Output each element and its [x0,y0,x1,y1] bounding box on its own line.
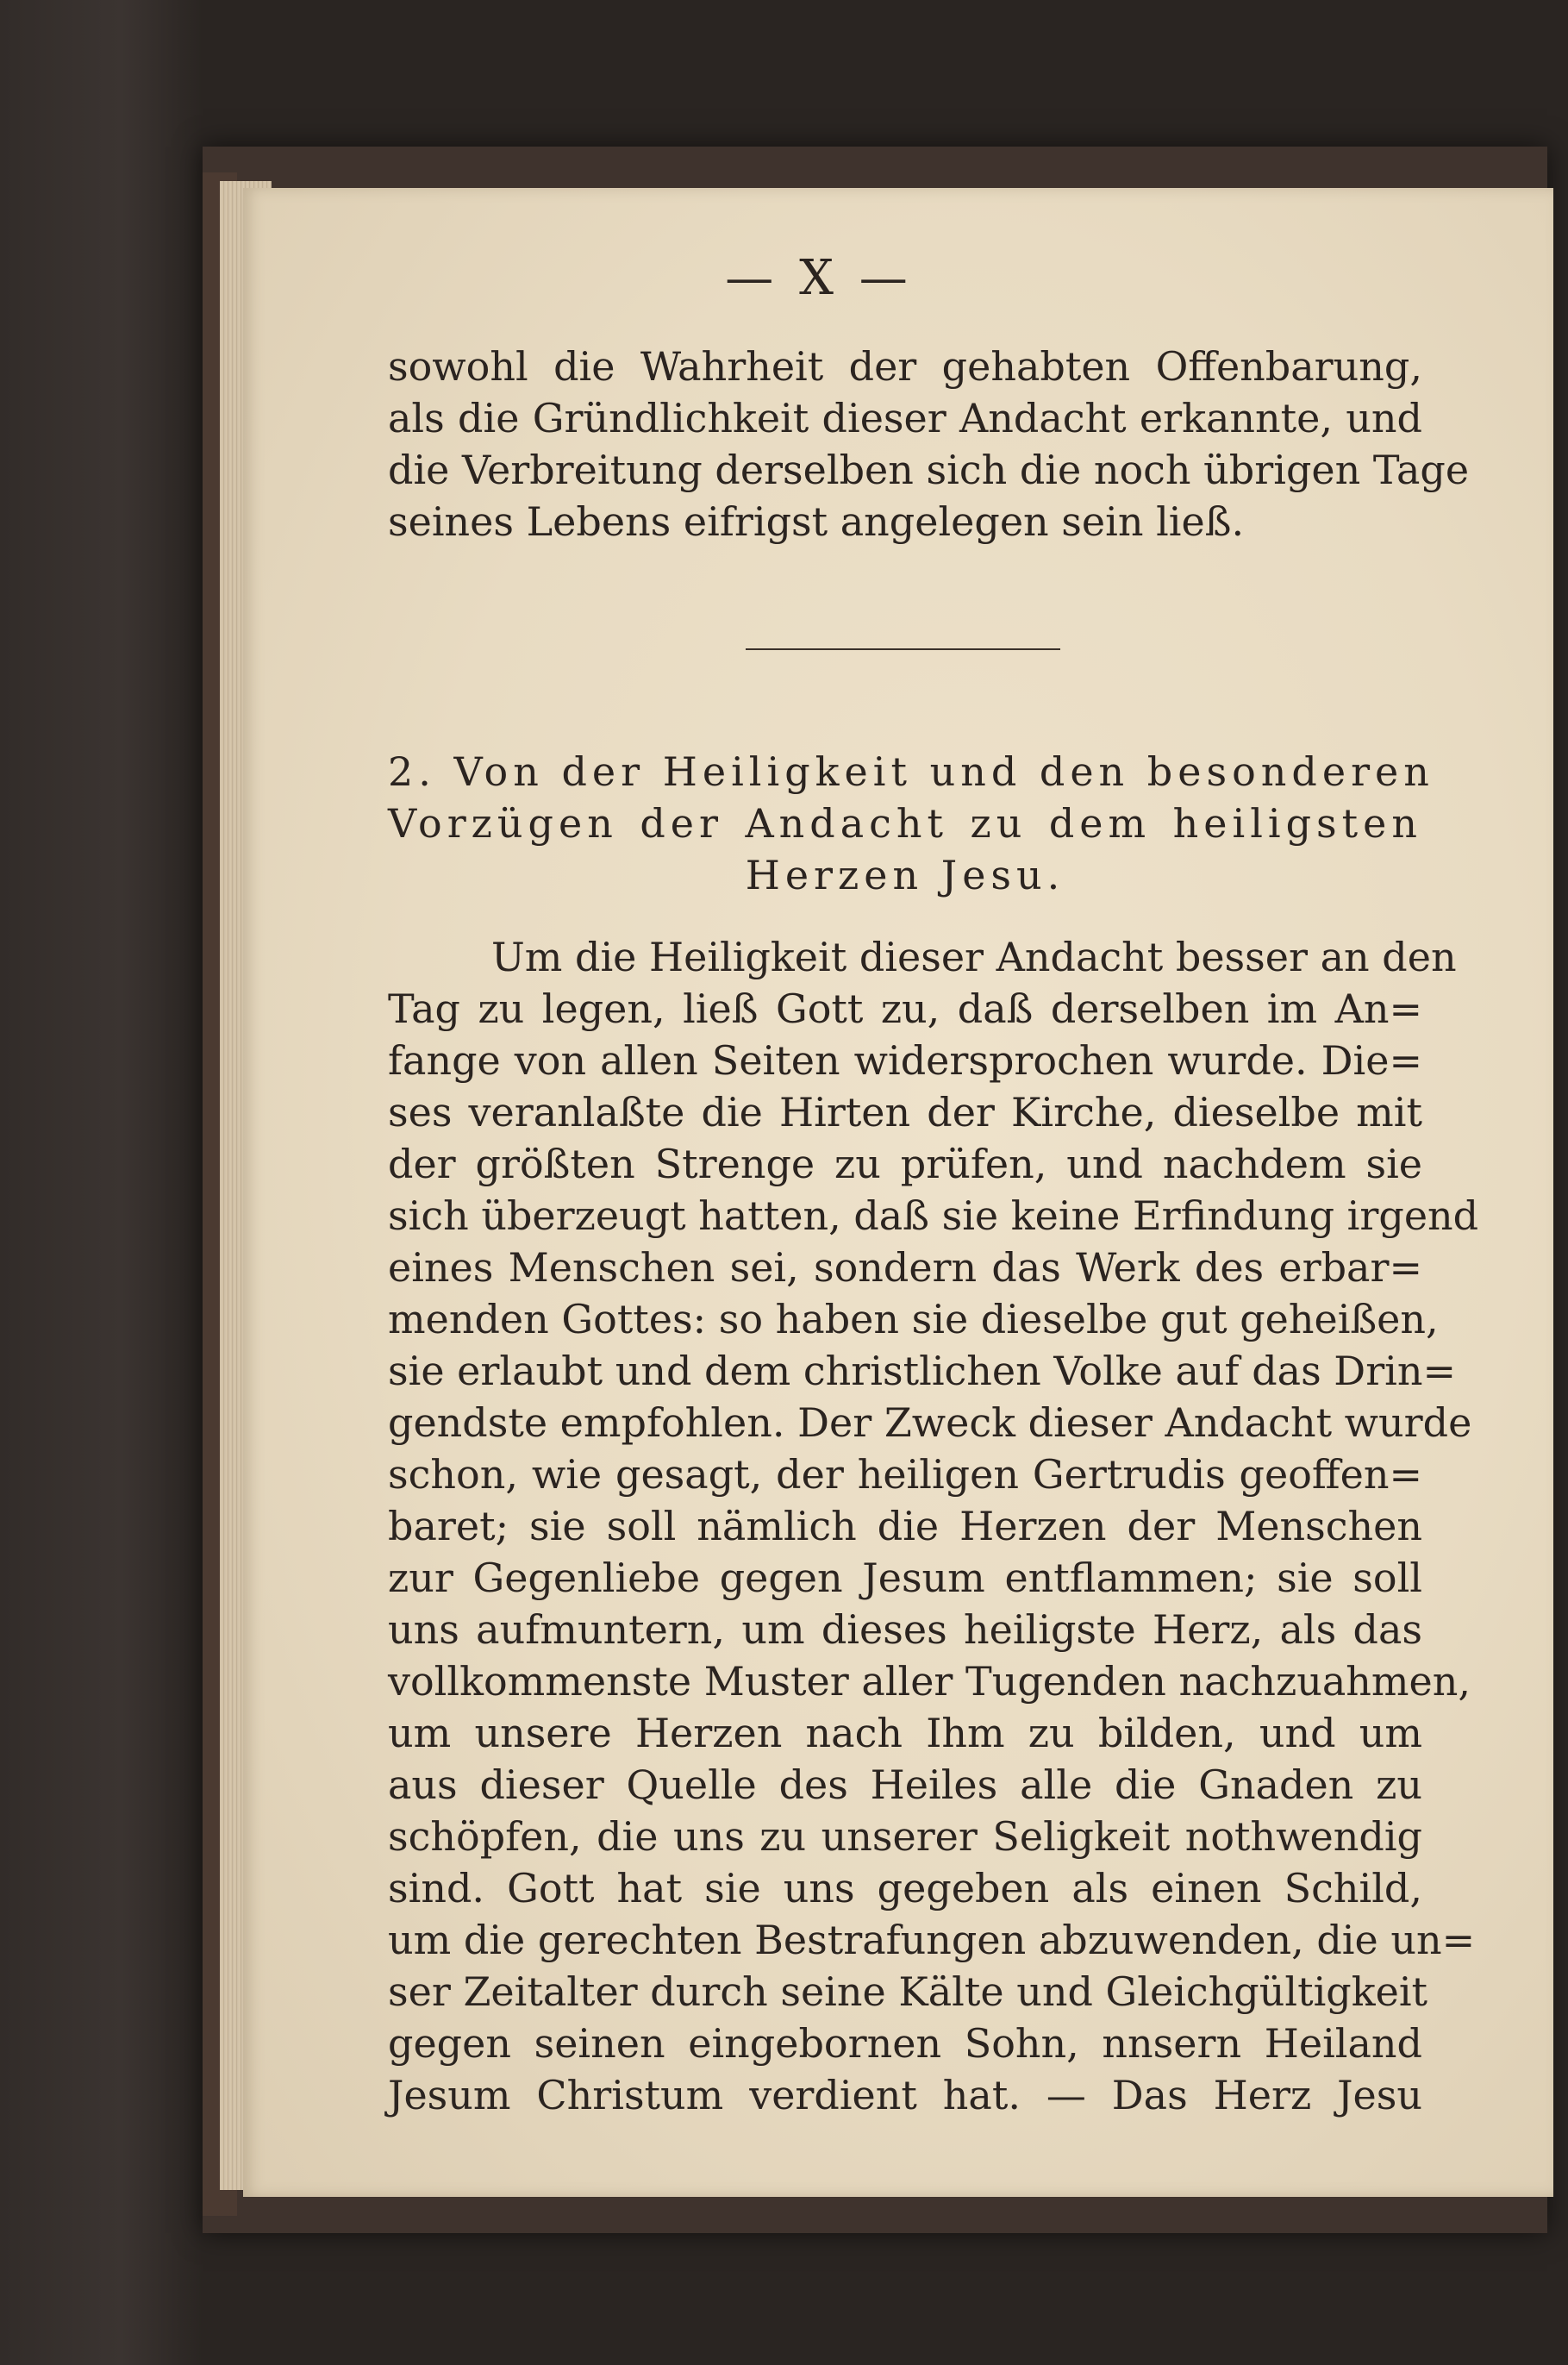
text-line: um die gerechten Bestrafungen abzuwenden, die un= [388,1917,1476,1963]
text-line: eines Menschen sei, sondern das Werk des erbar= [388,1244,1422,1291]
text-line: schon, wie gesagt, der heiligen Gertrudis geoffen= [388,1451,1422,1498]
text-line: die Verbreitung derselben sich die noch übrigen Tage [388,447,1470,493]
text-line: sind. Gott hat sie uns gegeben als einen Schild, [388,1865,1422,1911]
heading-line: 2. Von der Heiligkeit und den besonderen [388,748,1434,795]
text-line: ser Zeitalter durch seine Kälte und Gleichgültigkeit [388,1968,1428,2015]
text-line: gendste empfohlen. Der Zweck dieser Andacht wurde [388,1399,1472,1446]
heading-line: Vorzügen der Andacht zu dem heiligsten [388,800,1422,847]
intro-paragraph [388,341,1470,547]
text-line: vollkommenste Muster aller Tugenden nachzuahmen, [388,1658,1471,1705]
text-line: aus dieser Quelle des Heiles alle die Gnaden zu [388,1761,1422,1808]
text-line: sich überzeugt hatten, daß sie keine Erfindung irgend [388,1192,1479,1239]
text-line: der größten Strenge zu prüfen, und nachdem sie [388,1141,1422,1187]
text-line: zur Gegenliebe gegen Jesum entflammen; sie soll [388,1555,1422,1601]
text-line: Jesum Christum verdient hat. — Das Herz Jesu [388,2072,1422,2118]
text-line: sie erlaubt und dem christlichen Volke auf das Drin= [388,1348,1457,1394]
text-line: Tag zu legen, ließ Gott zu, daß derselben im An= [388,985,1422,1032]
text-line: uns aufmuntern, um dieses heiligste Herz, als das [388,1606,1422,1653]
section-divider [746,648,1060,650]
book-cover-left [0,0,203,2365]
text-line: menden Gottes: so haben sie dieselbe gut geheißen, [388,1296,1439,1342]
text-line: als die Gründlichkeit dieser Andacht erkannte, und [388,395,1422,441]
text-line: seines Lebens eifrigst angelegen sein ließ. [388,498,1245,545]
text-line: fange von allen Seiten widersprochen wurde. Die= [388,1037,1422,1084]
text-line: sowohl die Wahrheit der gehabten Offenbarung, [388,343,1422,390]
text-line: um unsere Herzen nach Ihm zu bilden, und um [388,1710,1422,1756]
page-number: — X — [725,250,913,306]
text-line: schöpfen, die uns zu unserer Seligkeit nothwendig [388,1813,1422,1860]
body-paragraph [388,931,1479,2121]
text-line: Um die Heiligkeit dieser Andacht besser an den [491,934,1457,980]
section-heading [388,746,1434,901]
text-line: baret; sie soll nämlich die Herzen der Menschen [388,1503,1422,1549]
text-line: gegen seinen eingebornen Sohn, nnsern Heiland [388,2020,1422,2067]
text-line: ses veranlaßte die Hirten der Kirche, dieselbe mit [388,1089,1422,1136]
heading-line: Herzen Jesu. [745,852,1065,898]
